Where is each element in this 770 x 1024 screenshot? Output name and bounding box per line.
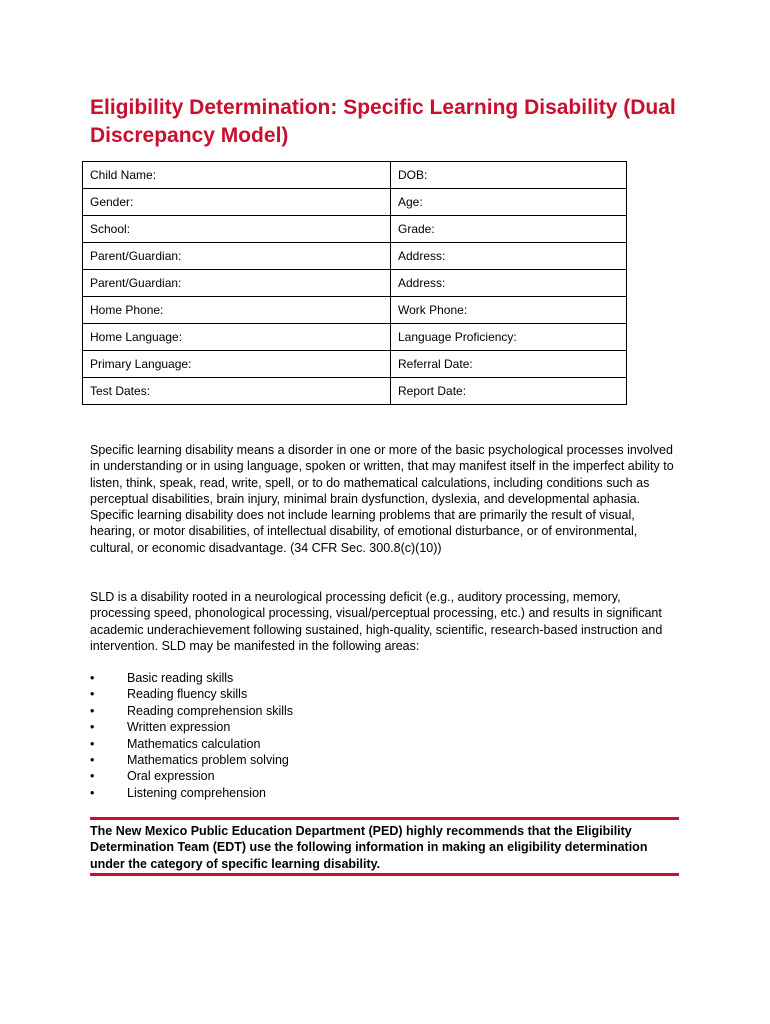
info-row xyxy=(83,243,627,270)
red-divider-top xyxy=(90,817,679,820)
list-item xyxy=(90,703,293,719)
list-item-label: Basic reading skills xyxy=(127,671,234,685)
info-row xyxy=(83,297,627,324)
info-row xyxy=(83,270,627,297)
info-field-label: Report Date: xyxy=(391,378,627,405)
list-item-label: Oral expression xyxy=(127,769,215,784)
info-field-label: Home Language: xyxy=(83,324,391,351)
info-field-label: Gender: xyxy=(83,189,391,216)
red-divider-bottom xyxy=(90,873,679,876)
bullet-icon: • xyxy=(90,720,95,735)
info-field-label: Referral Date: xyxy=(391,351,627,378)
info-row xyxy=(83,351,627,378)
bullet-icon: • xyxy=(90,671,95,685)
list-item-label: Mathematics calculation xyxy=(127,736,261,751)
sld-areas-list xyxy=(90,670,293,801)
info-field-label: School: xyxy=(83,216,391,243)
list-item xyxy=(90,768,293,784)
info-row xyxy=(83,162,627,189)
document-title: Eligibility Determination: Specific Learning Disability (Dual Discrepancy Model) xyxy=(90,96,676,147)
list-item xyxy=(90,752,293,768)
list-item xyxy=(90,670,293,686)
bullet-icon: • xyxy=(90,769,95,784)
list-item xyxy=(90,719,293,735)
list-item xyxy=(90,686,293,702)
list-item xyxy=(90,785,293,801)
info-row xyxy=(83,189,627,216)
list-item-label: Mathematics problem solving xyxy=(127,753,289,768)
info-row xyxy=(83,324,627,351)
sld-definition-paragraph: Specific learning disability means a disorder in one or more of the basic psychological processes involved in understanding or in using language, spoken or written, that may manifest itself in the imperfect ability to listen, think, speak, read, write, spell, or to do mathematical calculations, including conditions such as perceptual disabilities, brain injury, minimal brain dysfunction, dyslexia, and developmental aphasia. Specific learning disability does not include learning problems that are primarily the result of visual, hearing, or motor disabilities, of intellectual disability, of emotional disturbance, or of environmental, cultural, or economic disadvantage. (34 CFR Sec. 300.8(c)(10)) xyxy=(90,443,674,555)
info-field-label: Grade: xyxy=(391,216,627,243)
info-field-label: Child Name: xyxy=(83,162,391,189)
info-field-label: Home Phone: xyxy=(83,297,391,324)
info-row xyxy=(83,216,627,243)
info-field-label: Language Proficiency: xyxy=(391,324,627,351)
info-field-label: Address: xyxy=(391,270,627,297)
ped-recommendation-text: The New Mexico Public Education Department (PED) highly recommends that the Eligibility Determination Team (EDT) use the following information in making an eligibility determination under the category of specific learning disability. xyxy=(90,824,648,871)
list-item xyxy=(90,736,293,752)
bullet-icon: • xyxy=(90,687,95,702)
bullet-icon: • xyxy=(90,736,95,751)
info-field-label: Parent/Guardian: xyxy=(83,243,391,270)
info-field-label: Test Dates: xyxy=(83,378,391,405)
sld-description-paragraph: SLD is a disability rooted in a neurological processing deficit (e.g., auditory processing, memory, processing speed, phonological processing, visual/perceptual processing, etc.) and results in significant academic underachievement following sustained, high-quality, scientific, research-based instruction and intervention. SLD may be manifested in the following areas: xyxy=(90,590,663,653)
info-field-label: Work Phone: xyxy=(391,297,627,324)
info-field-label: Address: xyxy=(391,243,627,270)
info-row xyxy=(83,378,627,405)
info-field-label: DOB: xyxy=(391,162,627,189)
student-info-table xyxy=(82,161,627,405)
info-field-label: Parent/Guardian: xyxy=(83,270,391,297)
bullet-icon: • xyxy=(90,753,95,768)
list-item-label: Reading comprehension skills xyxy=(127,703,294,718)
info-field-label: Age: xyxy=(391,189,627,216)
bullet-icon: • xyxy=(90,703,95,718)
list-item-label: Reading fluency skills xyxy=(127,687,248,702)
info-field-label: Primary Language: xyxy=(83,351,391,378)
list-item-label: Listening comprehension xyxy=(127,785,266,800)
list-item-label: Written expression xyxy=(127,720,231,735)
bullet-icon: • xyxy=(90,785,95,800)
